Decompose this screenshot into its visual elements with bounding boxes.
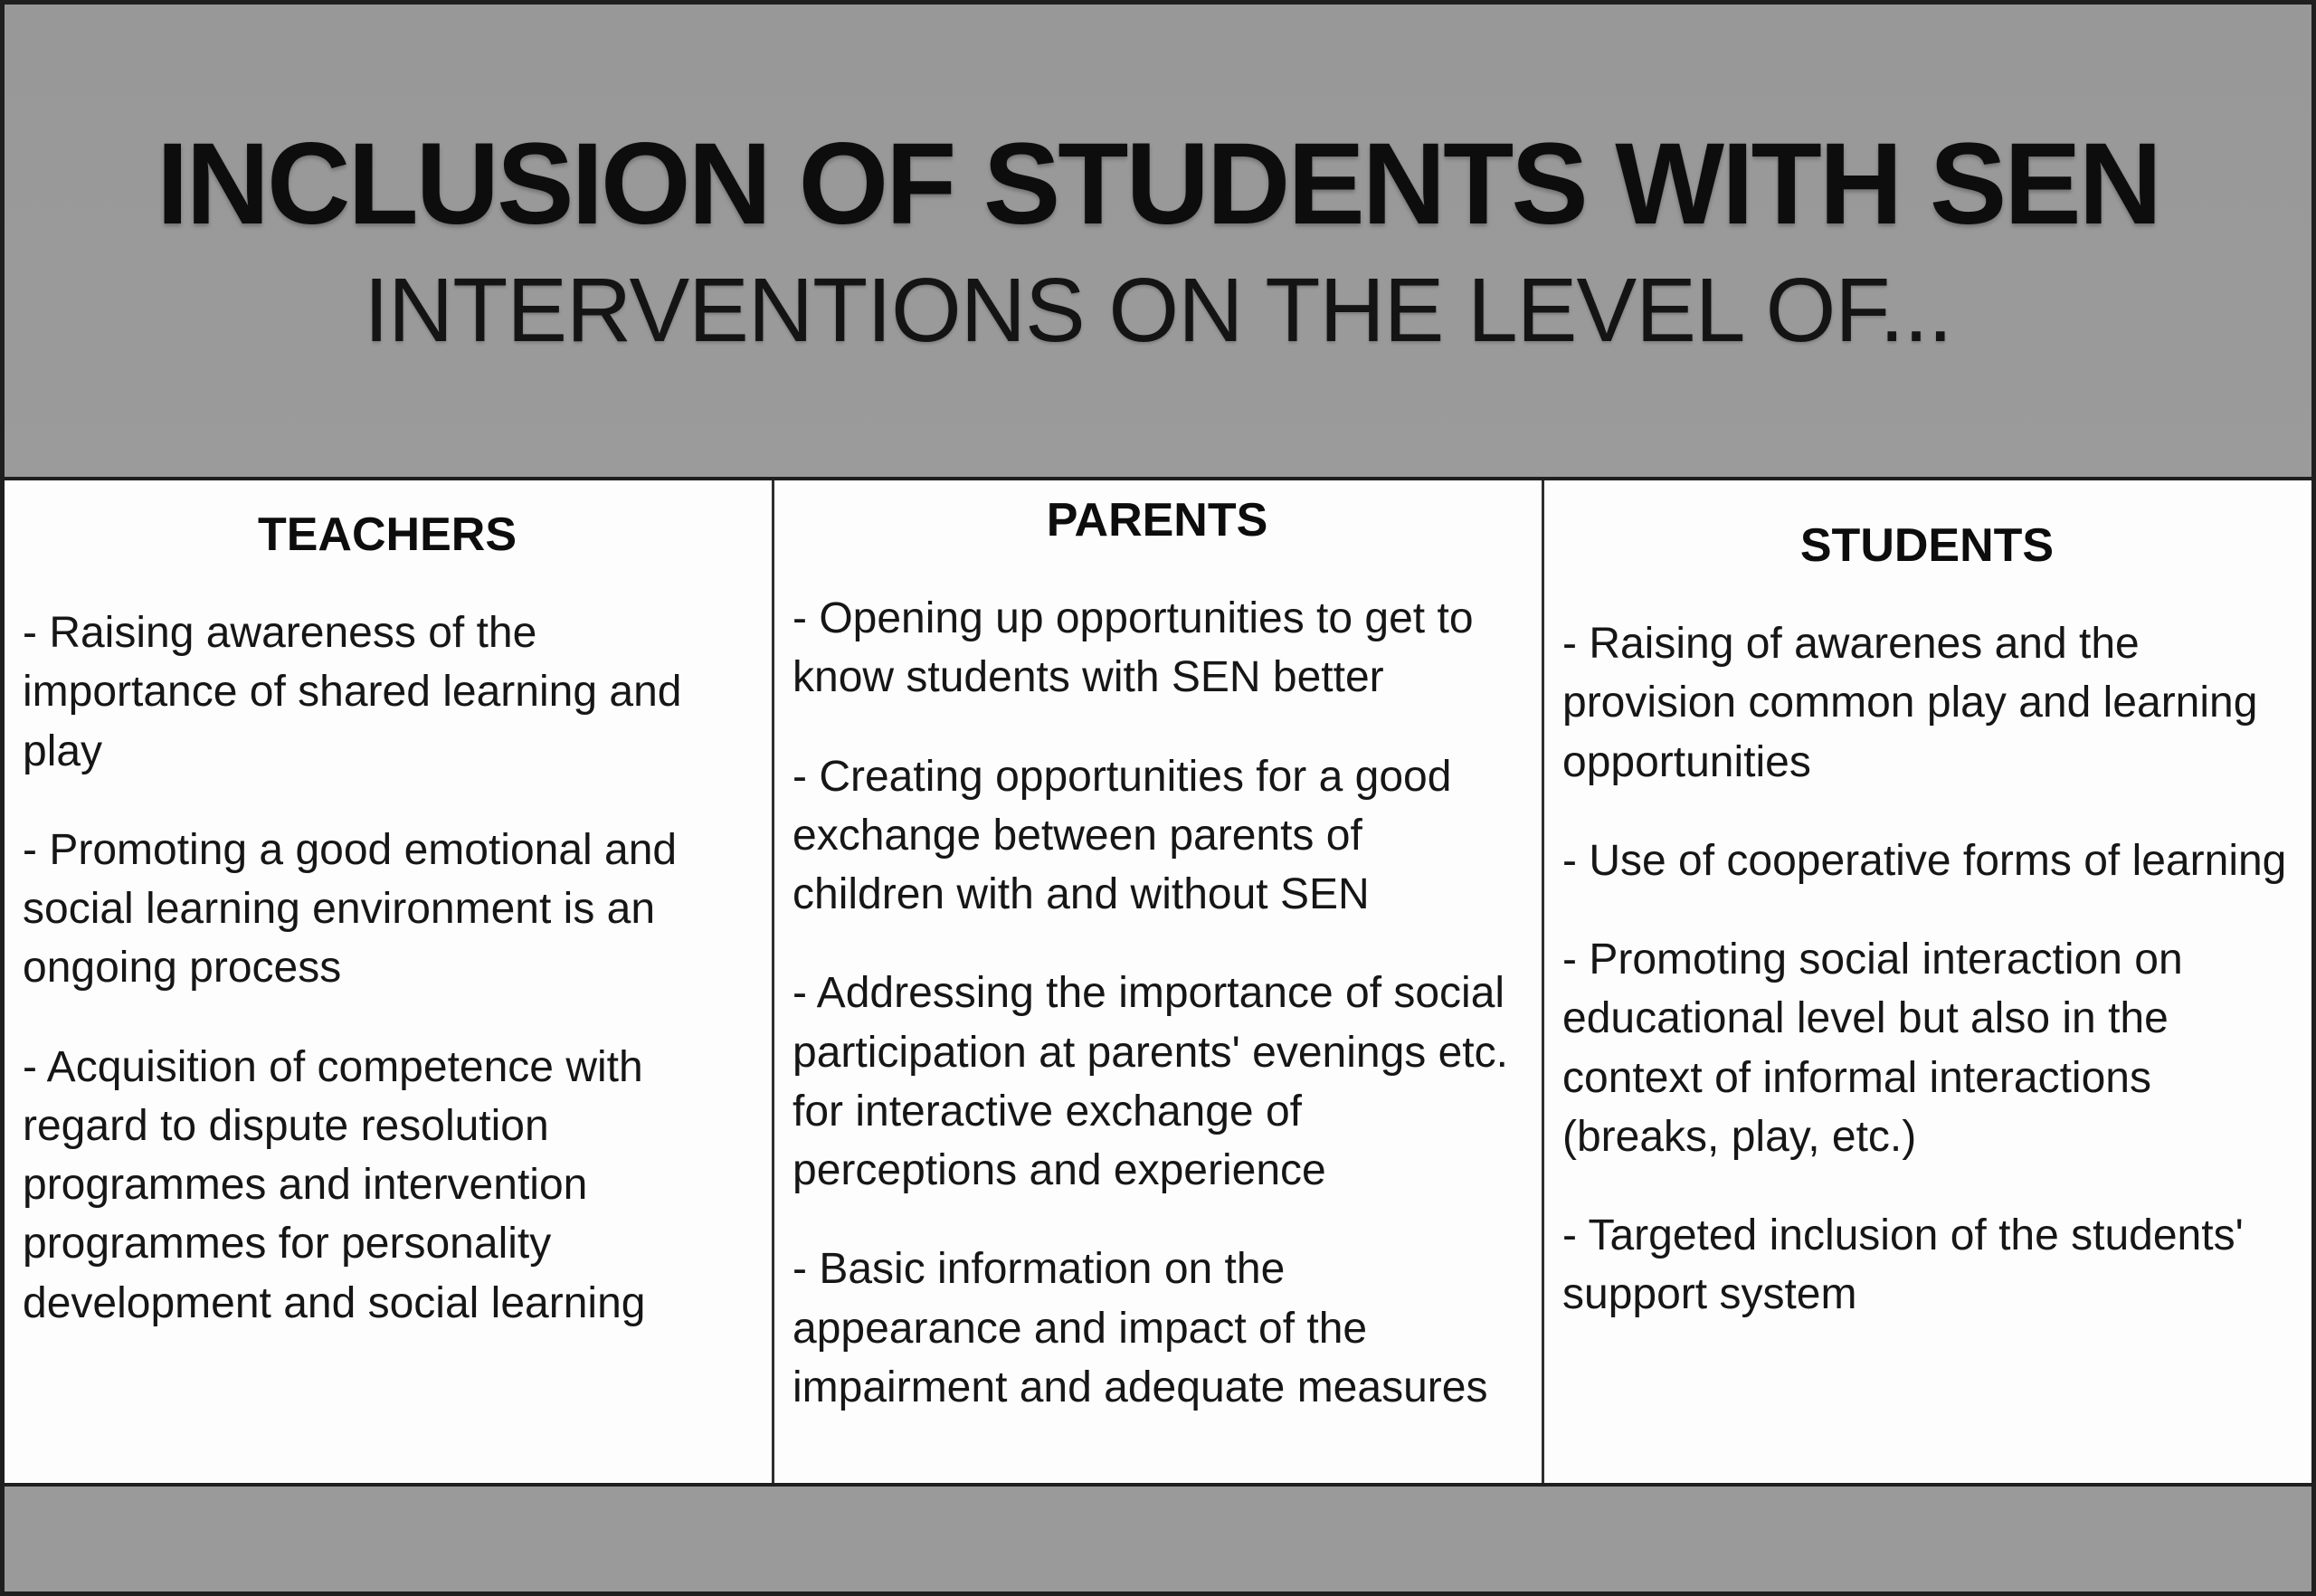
column-heading-students: STUDENTS xyxy=(1799,519,2055,572)
column-students xyxy=(1544,480,2311,1483)
columns-container xyxy=(5,480,2311,1483)
bullet-item: - Acquisition of competence with regard to dispute resolution programmes and intervention programmes for personality development and social learning xyxy=(23,1042,646,1327)
footer-band xyxy=(5,1483,2311,1591)
column-parents xyxy=(772,480,1544,1483)
bullet-item: - Creating opportunities for a good exchange between parents of children with and without SEN xyxy=(793,752,1452,919)
bullet-item: - Promoting social interaction on educational level but also in the context of informal interactions (breaks, play, etc.) xyxy=(1562,936,2183,1161)
column-heading-parents: PARENTS xyxy=(1046,494,1268,546)
bullet-item: - Basic information on the appearance and impact of the impairment and adequate measures xyxy=(793,1245,1488,1411)
page-subtitle: INTERVENTIONS ON THE LEVEL OF... xyxy=(364,260,1952,362)
bullet-item: - Targeted inclusion of the students' support system xyxy=(1562,1211,2244,1319)
column-teachers xyxy=(5,480,772,1483)
bullet-item: - Use of cooperative forms of learning xyxy=(1562,836,2287,885)
bullet-list-students xyxy=(1562,614,2292,1325)
column-heading-teachers: TEACHERS xyxy=(257,508,517,561)
bullet-list-teachers xyxy=(23,603,752,1333)
bullet-item: - Promoting a good emotional and social learning environment is an ongoing process xyxy=(23,825,678,993)
bullet-item: - Raising of awarenes and the provision common play and learning opportunities xyxy=(1562,620,2258,786)
page-title: INCLUSION OF STUDENTS WITH SEN xyxy=(157,119,2159,249)
slide-header xyxy=(5,5,2311,480)
bullet-item: - Raising awareness of the importance of shared learning and play xyxy=(23,609,682,775)
bullet-list-parents xyxy=(793,589,1522,1417)
bullet-item: - Opening up opportunities to get to know students with SEN better xyxy=(793,594,1474,702)
bullet-item: - Addressing the importance of social participation at parents' evenings etc. for interactive exchange of perceptions and experience xyxy=(793,969,1508,1195)
